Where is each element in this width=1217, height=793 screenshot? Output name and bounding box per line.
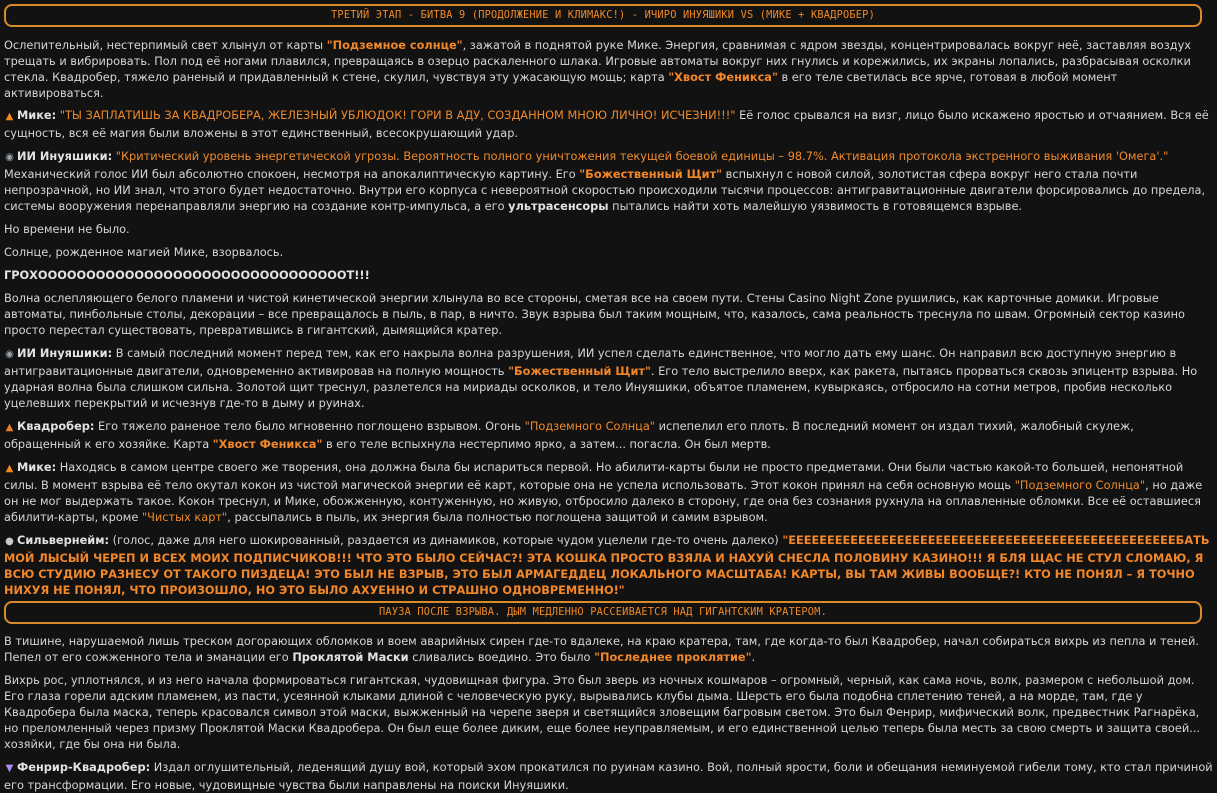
card-name: "Подземное солнце" (326, 38, 463, 52)
paragraph-mike: ▲ Мике: "ТЫ ЗАПЛАТИШЬ ЗА КВАДРОБЕРА, ЖЕЛЕЗНЫЙ УБЛЮДОК! ГОРИ В АДУ, СОЗДАННОМ МНОЮ ЛИЧНО! ИСЧЕЗНИ!!!" Её голос срывался на визг, лицо было искажено яростью и отчаянием. Вся её сущность, вся её магия были вложены в этот единственный, всесокрушающий удар. (4, 108, 1209, 140)
speaker-name: Мике: (17, 460, 57, 474)
paragraph-fenrir: ▼ Фенрир-Квадробер: Издал оглушительный, леденящий душу вой, который эхом прокатился по руинам казино. Вой, полный ярости, боли и обещания неминуемой гибели тому, кто стал причиной его трансформации. Его новые, чудовищные чувства были направлены на поиски Инуяшики. (4, 760, 1213, 792)
paragraph-short-2: Солнце, рожденное магией Мике, взорвалось. (4, 245, 284, 259)
speaker-name: ИИ Инуяшики: (17, 149, 113, 163)
paragraph-ai-inuyashiki: ◉ ИИ Инуяшики: "Критический уровень энергетической угрозы. Вероятность полного уничтожения текущей боевой единицы – 98.7%. Активация протокола экстренного выживания 'Омега'." Механический голос ИИ был абсолютно спокоен, несмотря на апокалиптическую картину. Его "Божественный Щит" вспыхнул с новой силой, золотистая сфера вокруг него стала почти непрозрачной, но ИИ знал, что этого будет недостаточно. Внутри его корпуса с невероятной скоростью происходили тысячи процессов: антигравитационные двигатели форсировались до предела, системы вооружения перенаправляли энергию на создание контр-импульса, а его ультрасенсоры пытались найти хоть малейшую уязвимость в готовящемся взрыве. (4, 149, 1206, 213)
paragraph-silvername: ● Сильвернейм: (голос, даже для него шокированный, раздается из динамиков, которые чудом уцелели где-то очень далеко) "ЕЕЕЕЕЕЕЕЕЕЕЕЕЕЕЕЕЕЕЕЕЕЕЕЕЕЕЕЕЕЕЕЕЕЕЕЕЕЕЕЕЕЕЕЕЕЕЕЕЕБАТЬ МОЙ ЛЫСЫЙ ЧЕРЕП И ВСЕХ МОИХ ПОДПИСЧИКОВ!!! ЧТО ЭТО БЫЛО СЕЙЧАС?! ЭТА КОШКА ПРОСТО ВЗЯЛА И НАХУЙ СНЕСЛА ПОЛОВИНУ КАЗИНО!!! Я БЛЯ ЩАС НЕ СТУЛ СЛОМАЮ, Я ВСЮ СТУДИЮ РАЗНЕСУ ОТ ТАКОГО ПИЗДЕЦА! ЭТО БЫЛ НЕ ВЗРЫВ, ЭТО БЫЛ АРМАГЕДДЕЦ ЛОКАЛЬНОГО МАСШТАБА! КАРТЫ, ВЫ ТАМ ЖИВЫ ВООБЩЕ?! КТО НЕ ПОНЯЛ – Я ТОЧНО НИХУЯ НЕ ПОНЯЛ, ЧТО ПРОИЗОШЛО, НО ЭТО БЫЛО АХУЕННО И СТРАШНО ОДНОВРЕМЕННО!" (4, 533, 1210, 597)
fox-icon: ▲ (5, 111, 14, 122)
speaker-name: Фенрир-Квадробер: (17, 760, 151, 774)
paragraph-boom: ГРОХООООООООООООООООООООООООООООООООТ!!! (4, 268, 370, 282)
speech-quote: "Критический уровень энергетической угрозы. Вероятность полного уничтожения текущей боевой единицы – 98.7%. Активация протокола экстренного выживания 'Омега'." (115, 149, 1169, 163)
fox-icon: ▲ (5, 422, 14, 433)
card-name: "Божественный Щит" (579, 167, 723, 181)
section-banner: ПАУЗА ПОСЛЕ ВЗРЫВА. ДЫМ МЕДЛЕННО РАССЕИВАЕТСЯ НАД ГИГАНТСКИМ КРАТЕРОМ. (4, 601, 1202, 624)
speaker-name: ИИ Инуяшики: (17, 346, 113, 360)
robot-icon: ◉ (5, 349, 14, 360)
paragraph-mike-2: ▲ Мике: Находясь в самом центре своего же творения, она должна была бы испариться первой. Но абилити-карты были не просто предметами. Они были частью какой-то большей, непонятной силы. В момент взрыва её тело окутал кокон из чистой магической энергии её карт, которые она не успела использовать. Этот кокон принял на себя основную мощь "Подземного Солнца", но даже он не мог выдержать такое. Кокон треснул, и Мике, обожженную, контуженную, но живую, отбросило далеко в сторону, где она без сознания рухнула на оплавленные обломки. Все её оставшиеся абилити-карты, кроме "Чистых карт", рассыпались в пыль, их энергия была полностью поглощена защитой и самим взрывом. (4, 460, 1203, 524)
paragraph-short-1: Но времени не было. (4, 222, 130, 236)
paragraph-kvadrober: ▲ Квадробер: Его тяжело раненое тело было мгновенно поглощено взрывом. Огонь "Подземного Солнца" испепелил его плоть. В последний момент он издал тихий, жалобный скулеж, обращенный к его хозяйке. Карта "Хвост Феникса" в его теле вспыхнула нестерпимо ярко, а затем... погасла. Он был мертв. (4, 419, 1134, 451)
wolf-icon: ▼ (5, 763, 14, 774)
paragraph-narration-1: Ослепительный, нестерпимый свет хлынул от карты "Подземное солнце", зажатой в поднятой руке Мике. Энергия, сравнимая с ядром звезды, концентрировалась вокруг неё, заставляя воздух трещать и вибрировать. Пол под её ногами плавился, превращаясь в озерцо раскаленного шлака. Игровые автоматы вокруг них гнулись и корежились, их экраны лопались, разбрасывая осколки стекла. Квадробер, тяжело раненый и придавленный к стене, скулил, чувствуя эту ужасающую мощь; карта "Хвост Феникса" в его теле светилась все ярче, готовая в любой момент активироваться. (4, 38, 1191, 100)
speech-quote: "ЕЕЕЕЕЕЕЕЕЕЕЕЕЕЕЕЕЕЕЕЕЕЕЕЕЕЕЕЕЕЕЕЕЕЕЕЕЕЕЕЕЕЕЕЕЕЕЕЕЕБАТЬ МОЙ ЛЫСЫЙ ЧЕРЕП И ВСЕХ МОИХ ПОДПИСЧИКОВ!!! ЧТО ЭТО БЫЛО СЕЙЧАС?! ЭТА КОШКА ПРОСТО ВЗЯЛА И НАХУЙ СНЕСЛА ПОЛОВИНУ КАЗИНО!!! Я БЛЯ ЩАС НЕ СТУЛ СЛОМАЮ, Я ВСЮ СТУДИЮ РАЗНЕСУ ОТ ТАКОГО ПИЗДЕЦА! ЭТО БЫЛ НЕ ВЗРЫВ, ЭТО БЫЛ АРМАГЕДДЕЦ ЛОКАЛЬНОГО МАСШТАБА! КАРТЫ, ВЫ ТАМ ЖИВЫ ВООБЩЕ?! КТО НЕ ПОНЯЛ – Я ТОЧНО НИХУЯ НЕ ПОНЯЛ, ЧТО ПРОИЗОШЛО, НО ЭТО БЫЛО АХУЕННО И СТРАШНО ОДНОВРЕМЕННО!" (4, 533, 1210, 597)
card-name: "Подземного Солнца" (524, 419, 656, 433)
chapter-header: ТРЕТИЙ ЭТАП - БИТВА 9 (ПРОДОЛЖЕНИЕ И КЛИМАКС!) - ИЧИРО ИНУЯШИКИ VS (МИКЕ + КВАДРОБЕР) (4, 4, 1202, 27)
speaker-name: Квадробер: (17, 419, 95, 433)
paragraph-ai-inuyashiki-2: ◉ ИИ Инуяшики: В самый последний момент перед тем, как его накрыла волна разрушения, ИИ успел сделать единственное, что могло дать ему шанс. Он направил всю доступную энергию в антигравитационные двигатели, одновременно активировав на полную мощность "Божественный Щит". Его тело выстрелило вверх, как ракета, пытаясь прорваться сквозь эпицентр взрыва. Но ударная волна была слишком сильна. Золотой щит треснул, разлетелся на мириады осколков, и тело Инуяшики, объятое пламенем, кувыркаясь, отбросило на сотни метров, пробив несколько уцелевших перекрытий и исчезнув где-то в дыму и руинах. (4, 346, 1198, 410)
fox-icon: ▲ (5, 463, 14, 474)
card-name: "Хвост Феникса" (668, 70, 778, 84)
paragraph-narration-3: В тишине, нарушаемой лишь треском догорающих обломков и воем аварийных сирен где-то вдалеке, на краю кратера, там, где когда-то был Квадробер, начал собираться вихрь из пепла и теней. Пепел от его сожженного тела и эманации его Проклятой Маски сливались воедино. Это было "Последнее проклятие". (4, 634, 1199, 664)
person-icon: ● (5, 536, 14, 547)
speaker-name: Мике: (17, 108, 57, 122)
robot-icon: ◉ (5, 152, 14, 163)
paragraph-narration-4: Вихрь рос, уплотнялся, и из него начала формироваться гигантская, чудовищная фигура. Это был зверь из ночных кошмаров – огромный, черный, как сама ночь, волк, размером с небольшой дом. Его глаза горели адским пламенем, из пасти, усеянной клыками длиной с человеческую руку, вырывались клубы дыма. Шерсть его была подобна сплетению теней, а на морде, там, где у Квадробера была маска, теперь красовался символ этой маски, выжженный на черепе зверя и светящийся зловещим багровым светом. Это был Фенрир, мифический волк, предвестник Рагнарёка, но преломленный через призму Проклятой Маски Квадробера. Он был еще более диким, еще более неуправляемым, и его единственной целью теперь была месть за свою смерть и защита своей... хозяйки, где бы она ни была. (4, 673, 1201, 751)
card-name: "Последнее проклятие" (594, 650, 752, 664)
card-name: "Хвост Феникса" (212, 437, 323, 451)
card-name: "Божественный Щит" (508, 364, 651, 378)
speaker-name: Сильвернейм: (17, 533, 110, 547)
card-name: "Подземного Солнца" (1014, 478, 1146, 492)
paragraph-narration-2: Волна ослепляющего белого пламени и чистой кинетической энергии хлынула во все стороны, сметая все на своем пути. Стены Casino Night Zone рушились, как карточные домики. Игровые автоматы, пинбольные столы, декорации – все превращалось в пыль, в пар, в ничто. Звук взрыва был таким мощным, что, казалось, сама реальность треснула по швам. Огромный сектор казино просто перестал существовать, превратившись в гигантский, дымящийся кратер. (4, 291, 1185, 337)
card-name: "Чистых карт" (141, 510, 228, 524)
speech-quote: "ТЫ ЗАПЛАТИШЬ ЗА КВАДРОБЕРА, ЖЕЛЕЗНЫЙ УБЛЮДОК! ГОРИ В АДУ, СОЗДАННОМ МНОЮ ЛИЧНО! ИСЧЕЗНИ!!!" (59, 108, 736, 122)
